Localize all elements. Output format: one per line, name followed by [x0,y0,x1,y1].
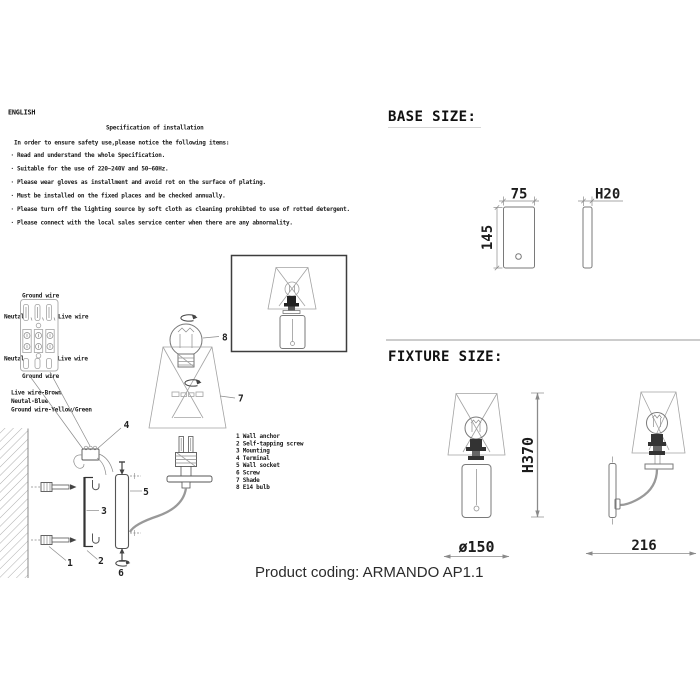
spec-item: · Please connect with the local sales service center when there are any abnormality. [10,219,293,227]
base-depth-dimension [578,187,623,207]
mounting-bracket-drawing [85,477,100,547]
anchor-screw-drawing [31,536,77,545]
fixture-side-view [609,392,685,525]
fixture-diameter-label: ø150 [458,538,495,556]
base-size-section [388,109,623,270]
base-height-dimension [480,205,503,270]
exploded-view [130,314,244,532]
callout-terminal: 4 [123,420,130,431]
spec-title: Specification of installation [106,124,204,132]
base-depth-label: H20 [595,186,621,203]
socket-drawing [287,296,296,303]
parts-list-item: 8 E14 bulb [236,484,270,492]
leader-to-shade [220,396,235,398]
callout-wall-anchor: 1 [67,558,73,569]
fixture-depth-dimension [586,538,697,556]
fixture-diameter-dimension [444,538,510,559]
terminal-block-drawing [21,300,59,372]
arm-drawing [130,488,186,532]
callout-mounting: 3 [101,506,107,517]
installation-view [0,420,149,579]
language-label: ENGLISH [8,108,36,117]
callout-bulb: 8 [222,332,228,344]
base-size-heading: BASE SIZE: [388,109,477,125]
base-front-view [504,207,535,268]
fixture-front-view [448,394,505,518]
parts-list [236,433,304,491]
legend-live: Live wire-Brown [11,389,62,397]
legend-ground: Ground wire-Yellow/Green [11,406,92,414]
arm-drawing [620,469,657,505]
wall-hatch [0,428,28,578]
spec-text-block [8,109,350,227]
parts-list-item: 6 Screw [236,469,260,477]
base-height-label: 145 [480,224,496,251]
socket-drawing [651,434,663,442]
spec-intro: In order to ensure safety use,please notice the following items: [14,139,230,147]
spec-item: · Suitable for the use of 220~240V and 50~60Hz. [10,165,169,173]
ring-plate-drawing [645,464,673,469]
legend-neutral: Neutal-Blue [11,398,48,405]
leader-to-terminal-callout [97,428,121,449]
fixture-size-heading: FIXTURE SIZE: [388,349,503,365]
spec-item: · Please wear gloves as installment and avoid rot on the surface of plating. [10,179,266,186]
wall-plate-drawing [609,464,616,518]
parts-list-item: 3 Mounting [236,447,270,455]
base-width-dimension [499,187,539,206]
parts-list-item: 1 Wall anchor [236,433,280,440]
product-coding: Product coding: ARMANDO AP1.1 [255,564,484,581]
terminal-drawing [74,446,113,475]
fixture-height-dimension [519,393,544,518]
lamp-socket-assembly-drawing [130,437,212,533]
live-top-label: Live wire [58,313,89,321]
callout-screw: 6 [118,568,124,579]
live-bottom-label: Live wire [57,355,88,363]
parts-list-item: 5 Wall socket [236,462,280,470]
bulb-drawing [647,413,668,434]
socket-drawing [470,439,482,447]
fixture-depth-label: 216 [631,538,657,554]
callout-self-tapping-screw: 2 [98,556,104,567]
bulb-drawing [170,324,202,367]
wall-socket-drawing [116,462,142,561]
anchor-screw-drawing [31,483,77,492]
callout-wall-socket: 5 [143,487,149,498]
parts-list-item: 2 Self-tapping screw [236,440,304,448]
wiring-legend [11,390,92,414]
fixture-height-label: H370 [519,436,537,474]
callout-shade: 7 [238,393,244,405]
fixture-size-section [388,349,696,559]
assembled-inset [232,256,347,352]
spec-item: · Must be installed on the fixed places and be checked annually. [10,192,226,200]
ground-wire-top-label: Ground wire [22,292,59,300]
ground-wire-bottom-label: Ground wire [22,373,59,380]
spec-item: · Read and understand the whole Specification. [10,152,165,159]
wiring-diagram [4,293,92,450]
rotation-arrow-icon [181,314,198,321]
leader-to-bulb [203,337,219,339]
base-side-view [583,207,592,268]
spec-item: · Please turn off the lighting source by soft cloth as cleaning prohibted to use of rotted detergent. [10,206,350,213]
parts-list-item: 7 Shade [236,476,260,484]
base-width-label: 75 [510,186,528,203]
parts-list-item: 4 Terminal [236,454,270,462]
neutral-bottom-label: Neutal [4,355,25,363]
neutral-top-label: Neutal [4,313,25,321]
